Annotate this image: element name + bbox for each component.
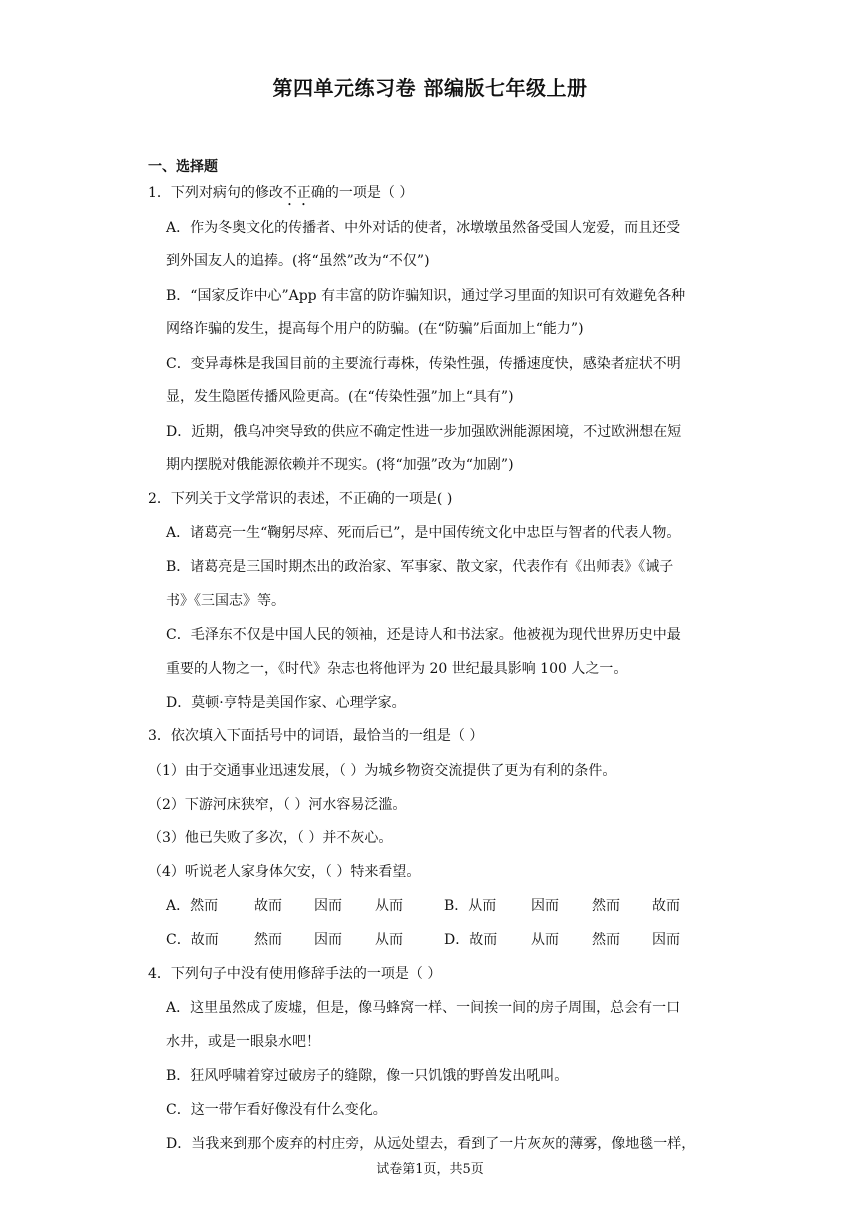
question-4-line: B．狂风呼啸着穿过破房子的缝隙，像一只饥饿的野兽发出吼叫。 <box>166 1068 569 1084</box>
option-d-word: D．故而 <box>444 932 498 948</box>
option-d-word: 因而 <box>652 932 680 948</box>
option-a-word: 从而 <box>375 898 403 914</box>
question-2-line: 重要的人物之一，《时代》杂志也将他评为 20 世纪最具影响 100 人之一。 <box>166 661 628 677</box>
option-b-word: 因而 <box>531 898 559 914</box>
section-heading: 一、选择题 <box>148 159 218 175</box>
option-d-word: 从而 <box>531 932 559 948</box>
question-4-stem: 4．下列句子中没有使用修辞手法的一项是（ ） <box>148 966 442 982</box>
question-1-line: 网络诈骗的发生，提高每个用户的防骗。(在“防骗”后面加上“能力”) <box>166 321 584 337</box>
option-b-word: B．从而 <box>444 898 497 914</box>
option-d-word: 然而 <box>592 932 620 948</box>
option-c-word: C．故而 <box>166 932 219 948</box>
question-1-stem-start: 1．下列对病句的修改 <box>148 185 283 201</box>
question-2-line: A．诸葛亮一生“鞠躬尽瘁、死而后已”，是中国传统文化中忠臣与智者的代表人物。 <box>166 525 681 541</box>
question-1-stem-end: 确的一项是（ ） <box>310 185 414 201</box>
question-2-stem: 2．下列关于文学常识的表述，不正确的一项是( ) <box>148 491 453 507</box>
question-1-emphasis: 不正 <box>282 185 311 201</box>
option-b-word: 然而 <box>592 898 620 914</box>
option-c-word: 从而 <box>375 932 403 948</box>
question-1-line: C．变异毒株是我国目前的主要流行毒株，传染性强，传播速度快，感染者症状不明 <box>166 356 681 372</box>
question-3-item: （1）由于交通事业迅速发展，（ ）为城乡物资交流提供了更为有利的条件。 <box>148 763 617 779</box>
question-1-line: A．作为冬奥文化的传播者、中外对话的使者，冰墩墩虽然备受国人宠爱，而且还受 <box>166 220 681 236</box>
page-footer: 试卷第1页，共5页 <box>376 1162 484 1177</box>
question-2-line: C．毛泽东不仅是中国人民的领袖，还是诗人和书法家。他被视为现代世界历史中最 <box>166 627 681 643</box>
question-3-stem: 3．依次填入下面括号中的词语，最恰当的一组是（ ） <box>148 728 484 744</box>
question-1-line: 到外国友人的追捧。(将“虽然”改为“不仅”) <box>166 253 430 269</box>
page-title: 第四单元练习卷 部编版七年级上册 <box>272 76 588 100</box>
question-4-line: A．这里虽然成了废墟，但是，像马蜂窝一样、一间挨一间的房子周围，总会有一口 <box>166 1000 681 1016</box>
question-2-line: B．诸葛亮是三国时期杰出的政治家、军事家、散文家，代表作有《出师表》《诫子 <box>166 559 674 575</box>
option-a-word: 故而 <box>254 898 282 914</box>
question-2-line: D．莫顿·亨特是美国作家、心理学家。 <box>166 695 406 711</box>
option-c-word: 然而 <box>254 932 282 948</box>
question-1-stem <box>148 184 413 209</box>
question-1-line: D．近期，俄乌冲突导致的供应不确定性进一步加强欧洲能源困境，不过欧洲想在短 <box>166 424 682 440</box>
question-3-item: （4）听说老人家身体欠安，（ ）特来看望。 <box>148 864 421 880</box>
question-2-line: 书》《三国志》等。 <box>166 593 285 609</box>
option-c-word: 因而 <box>314 932 342 948</box>
question-4-line: D．当我来到那个废弃的村庄旁，从远处望去，看到了一片灰灰的薄雾，像地毯一样， <box>166 1136 696 1152</box>
question-4-line: C．这一带乍看好像没有什么变化。 <box>166 1102 387 1118</box>
question-3-item: （2）下游河床狭窄，（ ）河水容易泛滥。 <box>148 797 407 813</box>
question-1-line: 显，发生隐匿传播风险更高。(在“传染性强”加上“具有”) <box>166 389 514 405</box>
option-a-word: 因而 <box>314 898 342 914</box>
question-3-item: （3）他已失败了多次，（ ）并不灰心。 <box>148 830 393 846</box>
question-4-line: 水井，或是一眼泉水吧！ <box>166 1034 320 1050</box>
option-b-word: 故而 <box>652 898 680 914</box>
option-a-word: A．然而 <box>166 898 219 914</box>
question-1-line: 期内摆脱对俄能源依赖并不现实。(将“加强”改为“加剧”) <box>166 457 514 473</box>
question-1-line: B．“国家反诈中心”App 有丰富的防诈骗知识，通过学习里面的知识可有效避免各种 <box>166 288 686 304</box>
